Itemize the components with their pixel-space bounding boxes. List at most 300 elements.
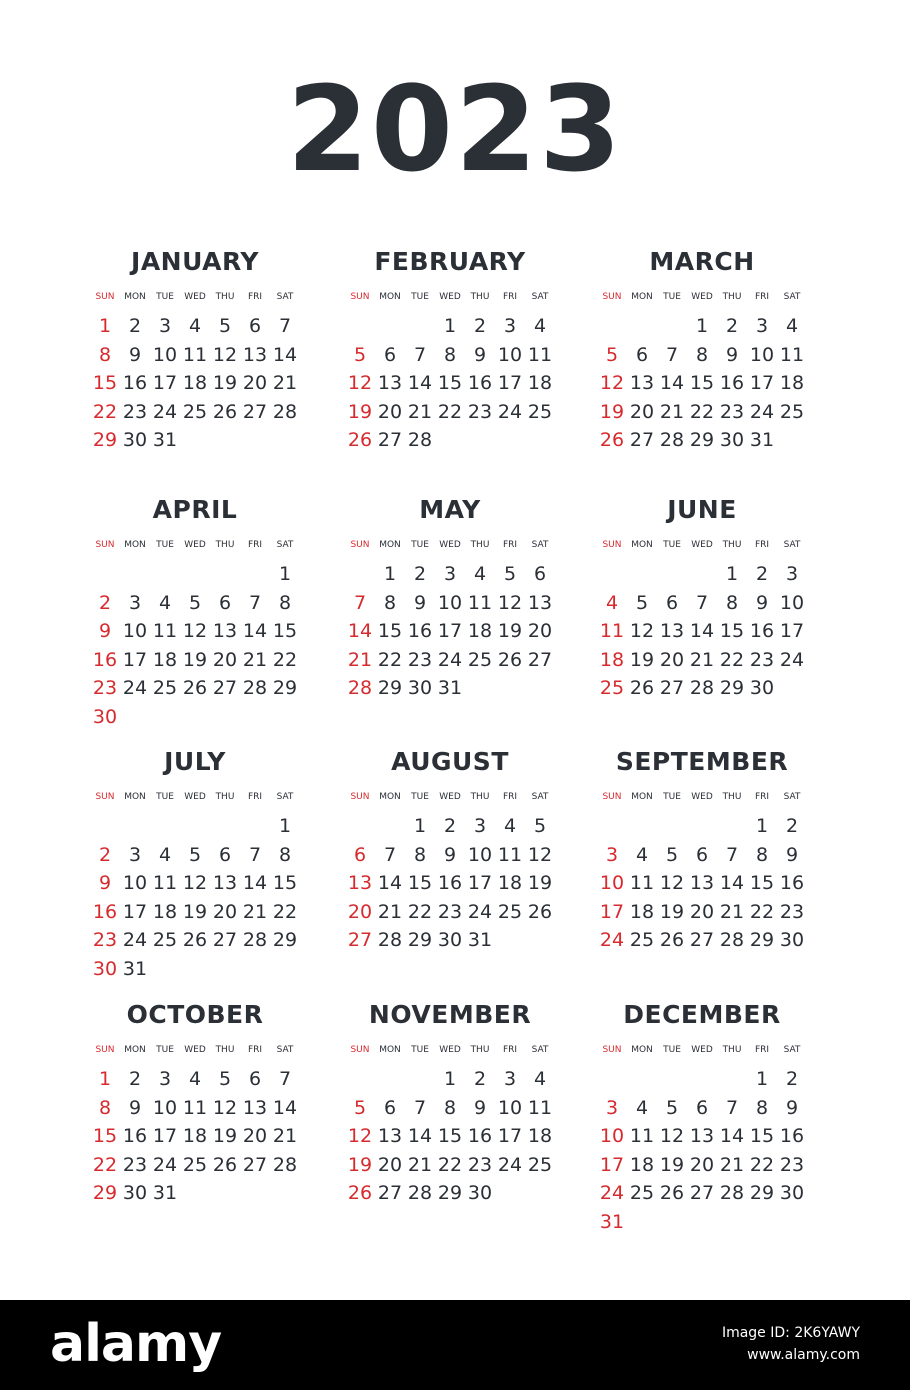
day-cell: 15 bbox=[272, 620, 298, 642]
day-cell: 22 bbox=[272, 648, 298, 671]
day-cell: 27 bbox=[347, 929, 373, 951]
weekday-label: SAT bbox=[276, 292, 294, 302]
day-cell: 1 bbox=[383, 563, 397, 585]
day-cell: 24 bbox=[467, 900, 493, 923]
weekday-label: MON bbox=[631, 1045, 653, 1055]
day-cell: 13 bbox=[242, 1096, 268, 1119]
day-cell: 15 bbox=[749, 872, 775, 894]
day-cell: 9 bbox=[755, 591, 769, 614]
day-grid bbox=[345, 312, 555, 455]
day-cell: 21 bbox=[689, 648, 715, 671]
weekday-label: MON bbox=[379, 1045, 401, 1055]
day-cell: 6 bbox=[383, 343, 397, 366]
month-january bbox=[90, 244, 300, 455]
day-cell: 6 bbox=[218, 843, 232, 866]
weekday-label: SAT bbox=[783, 292, 801, 302]
weekday-label: TUE bbox=[411, 1045, 429, 1055]
day-cell: 19 bbox=[347, 1153, 373, 1176]
month-october bbox=[90, 997, 300, 1208]
day-cell: 5 bbox=[188, 843, 202, 866]
day-cell: 12 bbox=[629, 620, 655, 642]
day-cell: 1 bbox=[443, 315, 457, 337]
day-cell: 18 bbox=[182, 372, 208, 394]
day-cell: 10 bbox=[497, 343, 523, 366]
day-cell: 21 bbox=[377, 900, 403, 923]
day-cell: 17 bbox=[437, 620, 463, 642]
weekday-label: SAT bbox=[531, 292, 549, 302]
weekday-label: THU bbox=[215, 792, 235, 802]
day-cell: 3 bbox=[605, 843, 619, 866]
day-cell: 24 bbox=[122, 677, 148, 699]
day-cell: 7 bbox=[353, 591, 367, 614]
empty-cell bbox=[657, 312, 687, 341]
day-cell: 23 bbox=[779, 900, 805, 923]
weekday-header bbox=[345, 288, 555, 306]
day-cell: 25 bbox=[629, 1182, 655, 1204]
day-cell: 20 bbox=[242, 372, 268, 394]
weekday-label: MON bbox=[631, 540, 653, 550]
weekday-label: FRI bbox=[754, 540, 770, 550]
day-cell: 16 bbox=[437, 872, 463, 894]
day-cell: 1 bbox=[98, 315, 112, 337]
weekday-label: THU bbox=[722, 292, 742, 302]
weekday-label: SUN bbox=[350, 792, 370, 802]
day-cell: 7 bbox=[383, 843, 397, 866]
day-cell: 25 bbox=[182, 400, 208, 423]
day-cell: 19 bbox=[182, 648, 208, 671]
day-cell: 28 bbox=[272, 1153, 298, 1176]
day-cell: 30 bbox=[122, 1182, 148, 1204]
weekday-label: FRI bbox=[247, 792, 263, 802]
day-cell: 10 bbox=[599, 1125, 625, 1147]
day-cell: 18 bbox=[467, 620, 493, 642]
day-cell: 30 bbox=[92, 705, 118, 728]
day-cell: 17 bbox=[599, 1153, 625, 1176]
day-cell: 18 bbox=[779, 372, 805, 394]
weekday-label: SAT bbox=[531, 1045, 549, 1055]
empty-cell bbox=[687, 1065, 717, 1094]
day-cell: 26 bbox=[527, 900, 553, 923]
day-cell: 22 bbox=[437, 1153, 463, 1176]
day-cell: 21 bbox=[719, 1153, 745, 1176]
day-cell: 5 bbox=[665, 1096, 679, 1119]
empty-cell bbox=[180, 812, 210, 841]
day-cell: 21 bbox=[242, 900, 268, 923]
empty-cell bbox=[627, 312, 657, 341]
day-cell: 28 bbox=[242, 677, 268, 699]
day-cell: 9 bbox=[98, 620, 112, 642]
empty-cell bbox=[717, 1065, 747, 1094]
empty-cell bbox=[345, 312, 375, 341]
day-cell: 15 bbox=[92, 372, 118, 394]
day-cell: 6 bbox=[635, 343, 649, 366]
day-cell: 7 bbox=[413, 1096, 427, 1119]
empty-cell bbox=[597, 560, 627, 589]
day-cell: 26 bbox=[629, 677, 655, 699]
day-cell: 30 bbox=[407, 677, 433, 699]
day-cell: 29 bbox=[719, 677, 745, 699]
day-grid bbox=[597, 312, 807, 455]
day-cell: 20 bbox=[377, 1153, 403, 1176]
day-cell: 5 bbox=[533, 815, 547, 837]
day-cell: 11 bbox=[779, 343, 805, 366]
day-cell: 11 bbox=[182, 1096, 208, 1119]
weekday-label: FRI bbox=[502, 292, 518, 302]
day-cell: 18 bbox=[629, 1153, 655, 1176]
day-cell: 27 bbox=[242, 400, 268, 423]
day-cell: 25 bbox=[152, 677, 178, 699]
day-cell: 22 bbox=[437, 400, 463, 423]
month-name: SEPTEMBER bbox=[615, 747, 789, 776]
day-cell: 3 bbox=[443, 563, 457, 585]
day-cell: 24 bbox=[749, 400, 775, 423]
image-id-text: Image ID: 2K6YAWY bbox=[721, 1325, 860, 1341]
month-name: JULY bbox=[164, 747, 226, 776]
day-cell: 10 bbox=[749, 343, 775, 366]
day-cell: 11 bbox=[629, 872, 655, 894]
weekday-label: TUE bbox=[663, 292, 681, 302]
day-cell: 27 bbox=[629, 429, 655, 451]
weekday-label: THU bbox=[470, 540, 490, 550]
day-cell: 19 bbox=[212, 1125, 238, 1147]
day-cell: 20 bbox=[347, 900, 373, 923]
weekday-label: SUN bbox=[95, 540, 115, 550]
day-cell: 2 bbox=[98, 591, 112, 614]
weekday-label: WED bbox=[184, 792, 206, 802]
day-cell: 19 bbox=[599, 400, 625, 423]
day-cell: 4 bbox=[473, 563, 487, 585]
month-february bbox=[345, 244, 555, 455]
day-cell: 26 bbox=[347, 429, 373, 451]
day-cell: 29 bbox=[437, 1182, 463, 1204]
image-id-block bbox=[722, 1322, 860, 1366]
day-cell: 1 bbox=[755, 815, 769, 837]
day-cell: 2 bbox=[98, 843, 112, 866]
day-cell: 8 bbox=[725, 591, 739, 614]
day-cell: 13 bbox=[629, 372, 655, 394]
weekday-label: THU bbox=[470, 292, 490, 302]
day-cell: 11 bbox=[152, 872, 178, 894]
day-cell: 2 bbox=[785, 1068, 799, 1090]
day-cell: 17 bbox=[467, 872, 493, 894]
weekday-label: TUE bbox=[663, 792, 681, 802]
day-cell: 19 bbox=[659, 1153, 685, 1176]
day-cell: 22 bbox=[272, 900, 298, 923]
weekday-label: MON bbox=[124, 540, 146, 550]
day-cell: 11 bbox=[182, 343, 208, 366]
day-cell: 5 bbox=[188, 591, 202, 614]
day-cell: 30 bbox=[467, 1182, 493, 1204]
day-cell: 20 bbox=[629, 400, 655, 423]
day-grid bbox=[90, 560, 300, 731]
day-cell: 7 bbox=[695, 591, 709, 614]
weekday-label: THU bbox=[722, 540, 742, 550]
day-cell: 24 bbox=[497, 1153, 523, 1176]
day-cell: 4 bbox=[533, 1068, 547, 1090]
weekday-header bbox=[90, 788, 300, 806]
day-cell: 13 bbox=[527, 591, 553, 614]
day-cell: 14 bbox=[272, 343, 298, 366]
day-cell: 29 bbox=[689, 429, 715, 451]
day-cell: 27 bbox=[689, 929, 715, 951]
weekday-label: FRI bbox=[502, 792, 518, 802]
watermark-footer bbox=[0, 1300, 910, 1390]
day-cell: 1 bbox=[278, 563, 292, 585]
weekday-label: MON bbox=[379, 540, 401, 550]
month-june bbox=[597, 492, 807, 703]
day-cell: 17 bbox=[152, 1125, 178, 1147]
empty-cell bbox=[240, 560, 270, 589]
weekday-label: SAT bbox=[531, 540, 549, 550]
weekday-header bbox=[90, 288, 300, 306]
day-grid bbox=[345, 1065, 555, 1208]
day-cell: 1 bbox=[278, 815, 292, 837]
day-cell: 30 bbox=[122, 429, 148, 451]
day-cell: 20 bbox=[689, 900, 715, 923]
day-cell: 22 bbox=[749, 900, 775, 923]
day-cell: 23 bbox=[719, 400, 745, 423]
day-cell: 6 bbox=[383, 1096, 397, 1119]
day-cell: 9 bbox=[128, 1096, 142, 1119]
day-cell: 7 bbox=[278, 315, 292, 337]
day-cell: 25 bbox=[629, 929, 655, 951]
day-cell: 20 bbox=[659, 648, 685, 671]
day-cell: 26 bbox=[182, 929, 208, 951]
empty-cell bbox=[687, 560, 717, 589]
day-cell: 10 bbox=[122, 872, 148, 894]
weekday-label: THU bbox=[215, 292, 235, 302]
day-cell: 3 bbox=[128, 843, 142, 866]
day-cell: 29 bbox=[92, 1182, 118, 1204]
day-cell: 14 bbox=[242, 620, 268, 642]
empty-cell bbox=[150, 812, 180, 841]
day-cell: 29 bbox=[749, 929, 775, 951]
day-cell: 8 bbox=[278, 591, 292, 614]
day-cell: 16 bbox=[467, 372, 493, 394]
day-cell: 30 bbox=[437, 929, 463, 951]
empty-cell bbox=[627, 560, 657, 589]
weekday-label: WED bbox=[439, 1045, 461, 1055]
empty-cell bbox=[405, 312, 435, 341]
day-cell: 17 bbox=[599, 900, 625, 923]
weekday-label: WED bbox=[184, 540, 206, 550]
day-cell: 26 bbox=[659, 1182, 685, 1204]
day-cell: 28 bbox=[347, 677, 373, 699]
empty-cell bbox=[405, 1065, 435, 1094]
day-cell: 23 bbox=[92, 929, 118, 951]
day-cell: 2 bbox=[755, 563, 769, 585]
month-april bbox=[90, 492, 300, 731]
day-cell: 26 bbox=[599, 429, 625, 451]
day-cell: 9 bbox=[98, 872, 112, 894]
day-cell: 28 bbox=[689, 677, 715, 699]
weekday-label: FRI bbox=[247, 1045, 263, 1055]
day-cell: 23 bbox=[467, 400, 493, 423]
day-cell: 13 bbox=[212, 620, 238, 642]
day-cell: 28 bbox=[377, 929, 403, 951]
weekday-label: MON bbox=[379, 292, 401, 302]
day-cell: 22 bbox=[407, 900, 433, 923]
day-cell: 8 bbox=[755, 1096, 769, 1119]
day-cell: 7 bbox=[413, 343, 427, 366]
day-cell: 2 bbox=[128, 1068, 142, 1090]
empty-cell bbox=[90, 560, 120, 589]
day-cell: 24 bbox=[122, 929, 148, 951]
day-cell: 22 bbox=[749, 1153, 775, 1176]
day-cell: 18 bbox=[152, 900, 178, 923]
day-cell: 15 bbox=[437, 1125, 463, 1147]
day-cell: 28 bbox=[272, 400, 298, 423]
day-cell: 3 bbox=[503, 315, 517, 337]
day-cell: 2 bbox=[413, 563, 427, 585]
weekday-label: WED bbox=[184, 1045, 206, 1055]
day-cell: 5 bbox=[605, 343, 619, 366]
month-name: DECEMBER bbox=[623, 1000, 781, 1029]
month-name: OCTOBER bbox=[126, 1000, 264, 1029]
weekday-label: SUN bbox=[350, 292, 370, 302]
day-cell: 31 bbox=[467, 929, 493, 951]
day-cell: 27 bbox=[377, 429, 403, 451]
day-cell: 15 bbox=[377, 620, 403, 642]
day-cell: 8 bbox=[695, 343, 709, 366]
empty-cell bbox=[657, 560, 687, 589]
weekday-label: SAT bbox=[276, 1045, 294, 1055]
weekday-label: FRI bbox=[247, 292, 263, 302]
day-cell: 17 bbox=[779, 620, 805, 642]
day-cell: 12 bbox=[659, 1125, 685, 1147]
day-cell: 4 bbox=[158, 591, 172, 614]
day-cell: 24 bbox=[779, 648, 805, 671]
day-cell: 10 bbox=[599, 872, 625, 894]
day-cell: 25 bbox=[527, 1153, 553, 1176]
day-cell: 8 bbox=[413, 843, 427, 866]
weekday-header bbox=[597, 536, 807, 554]
day-cell: 30 bbox=[749, 677, 775, 699]
month-july bbox=[90, 744, 300, 983]
day-cell: 6 bbox=[665, 591, 679, 614]
day-cell: 19 bbox=[347, 400, 373, 423]
day-cell: 8 bbox=[383, 591, 397, 614]
day-cell: 29 bbox=[749, 1182, 775, 1204]
day-cell: 1 bbox=[443, 1068, 457, 1090]
empty-cell bbox=[597, 812, 627, 841]
day-cell: 6 bbox=[353, 843, 367, 866]
empty-cell bbox=[717, 812, 747, 841]
day-cell: 23 bbox=[749, 648, 775, 671]
day-cell: 2 bbox=[785, 815, 799, 837]
weekday-label: MON bbox=[124, 792, 146, 802]
day-cell: 14 bbox=[407, 372, 433, 394]
day-cell: 8 bbox=[443, 1096, 457, 1119]
weekday-label: WED bbox=[439, 792, 461, 802]
day-cell: 3 bbox=[605, 1096, 619, 1119]
weekday-label: THU bbox=[722, 792, 742, 802]
weekday-header bbox=[345, 1041, 555, 1059]
weekday-label: MON bbox=[631, 292, 653, 302]
day-cell: 12 bbox=[212, 343, 238, 366]
day-cell: 13 bbox=[377, 1125, 403, 1147]
day-cell: 27 bbox=[689, 1182, 715, 1204]
day-cell: 29 bbox=[407, 929, 433, 951]
day-cell: 31 bbox=[152, 1182, 178, 1204]
day-cell: 13 bbox=[659, 620, 685, 642]
day-cell: 28 bbox=[719, 1182, 745, 1204]
day-cell: 12 bbox=[659, 872, 685, 894]
day-cell: 3 bbox=[158, 315, 172, 337]
weekday-label: SUN bbox=[602, 540, 622, 550]
day-cell: 16 bbox=[122, 372, 148, 394]
month-may bbox=[345, 492, 555, 703]
weekday-label: WED bbox=[691, 540, 713, 550]
day-cell: 16 bbox=[467, 1125, 493, 1147]
day-cell: 14 bbox=[347, 620, 373, 642]
weekday-label: MON bbox=[379, 792, 401, 802]
day-cell: 21 bbox=[242, 648, 268, 671]
day-cell: 12 bbox=[497, 591, 523, 614]
day-cell: 26 bbox=[182, 677, 208, 699]
day-cell: 15 bbox=[272, 872, 298, 894]
day-cell: 14 bbox=[377, 872, 403, 894]
day-cell: 27 bbox=[377, 1182, 403, 1204]
day-cell: 18 bbox=[599, 648, 625, 671]
day-cell: 18 bbox=[152, 648, 178, 671]
empty-cell bbox=[150, 560, 180, 589]
day-cell: 12 bbox=[182, 872, 208, 894]
day-cell: 17 bbox=[122, 900, 148, 923]
day-cell: 16 bbox=[779, 872, 805, 894]
day-cell: 1 bbox=[413, 815, 427, 837]
day-cell: 8 bbox=[98, 343, 112, 366]
day-cell: 19 bbox=[182, 900, 208, 923]
day-cell: 10 bbox=[437, 591, 463, 614]
day-cell: 10 bbox=[122, 620, 148, 642]
weekday-label: THU bbox=[722, 1045, 742, 1055]
day-cell: 27 bbox=[212, 677, 238, 699]
day-cell: 28 bbox=[407, 1182, 433, 1204]
empty-cell bbox=[210, 560, 240, 589]
day-cell: 12 bbox=[527, 843, 553, 866]
day-cell: 23 bbox=[92, 677, 118, 699]
day-cell: 31 bbox=[599, 1210, 625, 1233]
weekday-header bbox=[345, 788, 555, 806]
day-cell: 19 bbox=[527, 872, 553, 894]
weekday-label: THU bbox=[215, 1045, 235, 1055]
day-cell: 11 bbox=[467, 591, 493, 614]
day-cell: 13 bbox=[347, 872, 373, 894]
day-cell: 2 bbox=[725, 315, 739, 337]
day-cell: 24 bbox=[599, 929, 625, 951]
weekday-label: TUE bbox=[156, 292, 174, 302]
month-november bbox=[345, 997, 555, 1208]
day-cell: 22 bbox=[92, 1153, 118, 1176]
day-cell: 15 bbox=[749, 1125, 775, 1147]
day-cell: 30 bbox=[779, 929, 805, 951]
weekday-label: TUE bbox=[156, 540, 174, 550]
empty-cell bbox=[210, 812, 240, 841]
day-cell: 22 bbox=[719, 648, 745, 671]
day-cell: 3 bbox=[473, 815, 487, 837]
weekday-label: FRI bbox=[247, 540, 263, 550]
day-cell: 9 bbox=[473, 343, 487, 366]
day-cell: 7 bbox=[665, 343, 679, 366]
day-cell: 29 bbox=[377, 677, 403, 699]
day-cell: 16 bbox=[749, 620, 775, 642]
day-cell: 3 bbox=[785, 563, 799, 585]
day-cell: 16 bbox=[92, 900, 118, 923]
calendar-grid bbox=[0, 244, 910, 1254]
day-cell: 23 bbox=[467, 1153, 493, 1176]
day-grid bbox=[345, 560, 555, 703]
